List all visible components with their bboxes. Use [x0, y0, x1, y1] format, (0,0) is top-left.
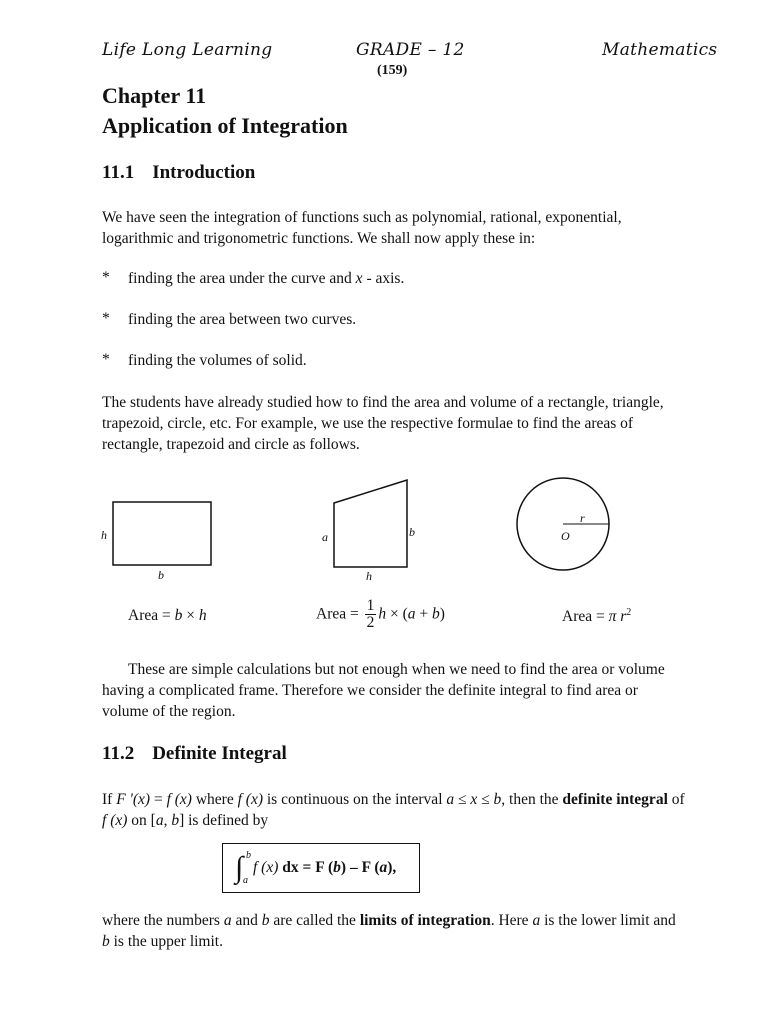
circle-center-label: O [561, 529, 570, 543]
limits-line: b is the upper limit. [102, 933, 223, 950]
section-number: 11.2 [102, 743, 135, 764]
section-title: Introduction [152, 162, 256, 183]
section-title: Definite Integral [152, 743, 287, 764]
definition-paragraph [102, 789, 742, 831]
intro-paragraph [102, 207, 722, 249]
paragraph-line: These are simple calculations but not enough when we need to find the area or volume [128, 661, 665, 678]
integral-upper-limit: b [246, 850, 251, 861]
fraction: $\frac{1}{2}$ [366, 597, 375, 631]
integral-lower-limit: a [243, 875, 248, 886]
bullet-marker: * [102, 269, 110, 286]
limits-line: where the numbers a and b are called the limits of integration. Here a is the lower limit and [102, 912, 676, 929]
formula-paragraph [102, 392, 722, 455]
trapezoid-shape [334, 480, 407, 567]
integral-expression: f (x) dx = F (b) – F (a), [253, 859, 397, 876]
paragraph-line: The students have already studied how to find the area and volume of a rectangle, triangle, [102, 394, 664, 411]
circle-area-formula: Area = π $r^2$ [562, 607, 632, 626]
section-number: 11.1 [102, 162, 135, 183]
intro-line: logarithmic and trigonometric functions. We shall now apply these in: [102, 230, 536, 247]
paragraph-line: having a complicated frame. Therefore we consider the definite integral to find area or [102, 682, 638, 699]
section-heading-11-1 [102, 162, 255, 184]
definition-line: If F '(x) = f (x) where f (x) is continuous on the interval a ≤ x ≤ b, then the definite integral of [102, 791, 685, 808]
bullet-item: finding the area under the curve and x - axis. [128, 270, 405, 287]
circle-radius-label: r [580, 511, 585, 525]
definition-line: f (x) on [a, b] is defined by [102, 812, 269, 829]
bullet-item: finding the area between two curves. [128, 311, 357, 328]
header-center: GRADE – 12 [356, 40, 465, 60]
limits-paragraph [102, 910, 742, 952]
rectangle-area-formula: Area = b × h [128, 607, 207, 624]
trapezoid-left-label: a [322, 530, 328, 544]
bullet-item: finding the volumes of solid. [128, 352, 307, 369]
rectangle-base-label: b [158, 568, 164, 582]
bullet-marker: * [102, 351, 110, 368]
header-right: Mathematics [602, 40, 718, 60]
bullet-marker: * [102, 310, 110, 327]
trapezoid-area-formula: Area = $\frac{1}{2}$ h × (a + b) [316, 597, 445, 631]
paragraph-line: rectangle, trapezoid and circle as follows. [102, 436, 360, 453]
shape-figures [0, 470, 768, 590]
trapezoid-base-label: h [366, 569, 372, 583]
paragraph-line: volume of the region. [102, 703, 236, 720]
rectangle-height-label: h [101, 528, 107, 542]
chapter-title: Application of Integration [102, 113, 348, 138]
paragraph-line: trapezoid, circle, etc. For example, we use the respective formulae to find the areas of [102, 415, 634, 432]
page-number: (159) [377, 63, 408, 78]
trapezoid-right-label: b [409, 525, 415, 539]
header-left: Life Long Learning [102, 40, 273, 60]
integral-sign: ∫ [235, 851, 244, 884]
intro-line: We have seen the integration of functions such as polynomial, rational, exponential, [102, 209, 622, 226]
section-heading-11-2 [102, 743, 287, 765]
definite-integral-formula-box [222, 843, 420, 893]
rectangle-shape [113, 502, 211, 565]
complicated-frame-paragraph [102, 659, 722, 722]
chapter-number: Chapter 11 [102, 83, 207, 108]
